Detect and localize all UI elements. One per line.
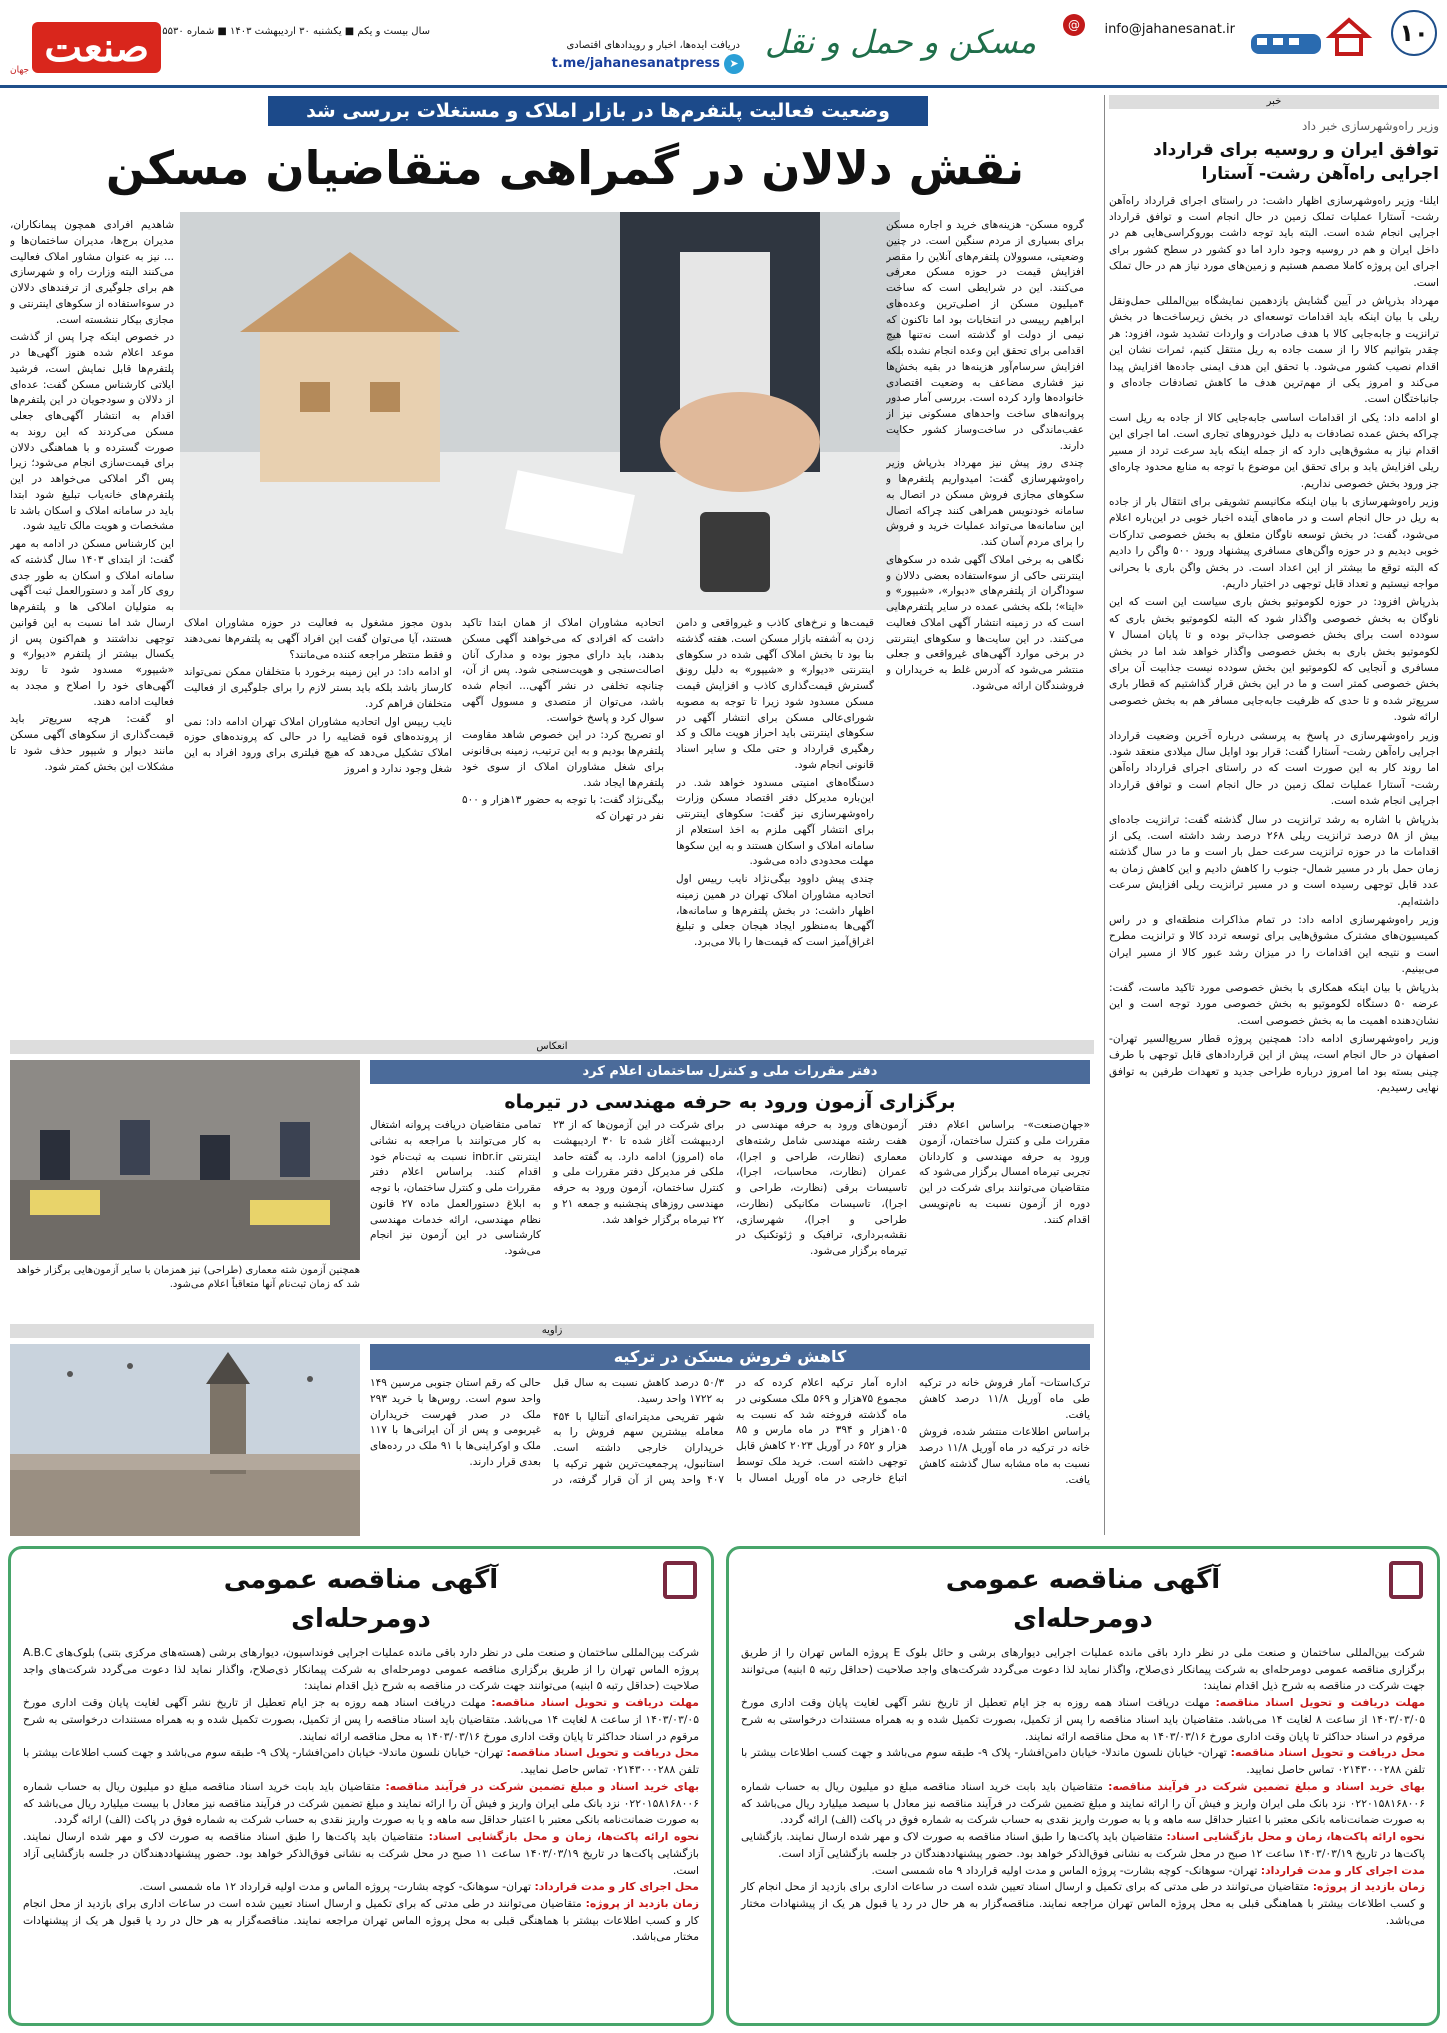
main-paragraph: دستگاه‌های امنیتی مسدود خواهد شد. در این‌باره مدیرکل دفتر اقتصاد مسکن وزارت راه‌وشهرسازی نیز گفت: سکوهای اینترنتی برای انتشار آگهی ملزم به اخذ استعلام از سامانه املاک و اسکان هستند و به این سکوها مهلت محدودی داده می‌شود. bbox=[676, 776, 874, 868]
ad-title: آگهی مناقصه عمومی دومرحله‌ای bbox=[945, 1565, 1221, 1634]
exam-paragraph: برای شرکت در این آزمون‌ها که از ۲۳ اردیبهشت آغاز شده تا ۳۰ اردیبهشت ماه (امروز) ادامه دارد. به گفته حامد ملکی فر مدیرکل دفتر مقررات ملی و کنترل ساختمان، آزمون ورود به حرفه مهندسی روزهای پنجشنبه و جمعه ۲۱ و ۲۲ تیرماه برگزار خواهد شد. bbox=[553, 1119, 725, 1226]
sidebar-news bbox=[1109, 95, 1439, 1535]
sidebar-paragraph: بذرپاش افزود: در حوزه لکوموتیو بخش باری سیاست این است که این ناوگان به بخش خصوصی واگذار شود که البته لکوموتیو بخش باری که سودده است برای بخش خصوصی جذاب‌تر بوده و تا پایان امسال ۷ لکوموتیو بخش باری به بخش خصوصی واگذار خواهد شد اما در بخش مسافری و آنجایی که لکوموتیو این بخش سودده نیست جذابیت آن برای بخش خصوصی کمتر است و ما در این بخش قرار گذاشتیم که قطار باری سریع‌تر شده و تا حدی که ظرفیت جابه‌جایی مسافر هم به بخش خصوصی ارائه شود. bbox=[1109, 596, 1439, 724]
page-number-badge bbox=[1391, 10, 1437, 56]
email-icon: @ bbox=[1063, 14, 1085, 36]
page-header bbox=[0, 0, 1447, 88]
exam-paragraph: تمامی متقاضیان دریافت پروانه اشتغال به کار می‌توانند با مراجعه به نشانی اینترنتی inbr.ir نسبت به ثبت‌نام خود اقدام کنند. براساس اعلام دفتر مقررات ملی و کنترل ساختمان، با توجه به ابلاغ دستورالعمل ماده ۲۷ قانون نظام مهندسی، ارائه خدمات مهندسی کارشناسی در این آزمون نیز انجام می‌شود. bbox=[370, 1119, 541, 1257]
main-paragraph: گروه مسکن- هزینه‌های خرید و اجاره مسکن برای بسیاری از مردم سنگین است. در چنین وضعیتی، مسوولان پلتفرم‌های آنلاین را مقصر افزایش قیمت در حوزه مسکن معرفی می‌کنند. این در شرایطی است که ساخت ۴میلیون مسکن از اصلی‌ترین وعده‌های ابراهیم رییسی در انتخابات بود اما تاکنون که نیمی از دولت او گذشته است نه‌تنها هیچ اقدامی برای تحقق این وعده انجام نشده بلکه افزایش سرسام‌آور هزینه‌ها در بقیه بخش‌ها نیز فشاری مضاعف به وضعیت اقتصادی خانواده‌ها وارد کرده است. بررسی آمار صدور پروانه‌های ساخت واحدهای مسکونی نیز از عقب‌ماندگی در ساخت‌وساز کشور حکایت دارند. bbox=[886, 219, 1084, 452]
main-paragraph: شاهدیم افرادی همچون پیمانکاران، مدیران برج‌ها، مدیران ساختمان‌ها و ... نیز به عنوان مشاور املاک فعالیت می‌کنند البته وزارت راه و شهرسازی هم برای جلوگیری از ترفندهای دلالان در سوءاستفاده از سکوهای اینترنتی و مجازی بیکار ننشسته است. bbox=[10, 219, 174, 326]
email[interactable]: info@jahanesanat.ir bbox=[1104, 22, 1235, 37]
main-paragraph: بیگی‌نژاد گفت: با توجه به حضور ۱۳هزار و ۵۰۰ نفر در تهران که bbox=[462, 794, 664, 822]
sidebar-paragraph: او ادامه داد: یکی از اقدامات اساسی جابه‌جایی کالا از جاده به ریل است چراکه بخش عمده تصادفات به دلیل خودروهای تجاری است. اما اجرای این اقدام نیاز به مشوق‌هایی دارد که از جمله اینکه باید سرعت تردد از مسیر ریلی افزایش یابد و برای تحقق این موضوع با توجه به منابع محدود چاره‌ای جز ورود بخش خصوصی نداریم. bbox=[1109, 411, 1439, 490]
ad-label: زمان بازدید از پروژه: bbox=[585, 1897, 699, 1911]
sidebar-kicker: وزیر راه‌وشهرسازی خبر داد bbox=[1302, 119, 1439, 133]
telegram-link[interactable]: t.me/jahanesanatpress bbox=[551, 56, 720, 71]
company-logo-icon bbox=[663, 1561, 697, 1599]
turkey-tag: زاویه bbox=[10, 1324, 1094, 1338]
logo-text: صنعت bbox=[32, 22, 161, 73]
turkey-photo bbox=[10, 1344, 360, 1536]
turkey-paragraph: براساس اطلاعات منتشر شده، فروش خانه در ترکیه در ماه آوریل ۱۱/۸ درصد نسبت به ماه مشابه سال گذشته کاهش یافت. bbox=[919, 1426, 1090, 1486]
sidebar-body bbox=[1109, 193, 1439, 1097]
main-paragraph: اتحادیه مشاوران املاک از همان ابتدا تاکید داشت که افرادی که می‌خواهند آگهی مسکن بدهند، باید دارای مجوز بوده و مدارک آنان اصالت‌سنجی و هویت‌سنجی شود. پس از آن، چنانچه تخلفی در نشر آگهی... انجام شده باشد، می‌توان از متصدی و مسوول آگهی سوال کرد و پاسخ خواست. bbox=[462, 617, 664, 724]
issue-line: سال بیست و یکم ■ یکشنبه ۳۰ اردیبهشت ۱۴۰۳ ■ شماره ۵۵۳۰ bbox=[162, 26, 430, 37]
ad-label: مدت اجرای کار و مدت قرارداد: bbox=[1260, 1863, 1425, 1877]
train-house-icon bbox=[1247, 12, 1377, 62]
ad-label: محل دریافت و تحویل اسناد مناقصه: bbox=[506, 1746, 700, 1760]
company-logo-icon bbox=[1389, 1561, 1423, 1599]
exam-photo-caption: همچنین آزمون شته معماری (طراحی) نیز همزمان با سایر آزمون‌هایی برگزار خواهد شد که زمان ثبت‌نام آنها متعاقباً اعلام می‌شود. bbox=[16, 1265, 360, 1290]
turkey-paragraph: ترک‌استات- آمار فروش خانه در ترکیه طی ماه آوریل ۱۱/۸ درصد کاهش یافت. bbox=[919, 1377, 1090, 1421]
sidebar-paragraph: وزیر راه‌وشهرسازی ادامه داد: در تمام مذاکرات منطقه‌ای و در راس کمیسیون‌های مشترک مشوق‌هایی برای توسعه تردد کالا و ترانزیت مطرح است و نتیجه این اقدامات را در میزان رشد عبور کالا از مسیر ایران می‌بینیم. bbox=[1109, 914, 1439, 976]
main-paragraph: نایب رییس اول اتحادیه مشاوران املاک تهران ادامه داد: نمی از پرونده‌های قوه قضاییه را در حالی که پرونده‌های حوزه املاک تشکیل می‌دهد که هیچ فیلتری برای ورود افراد به این شغل وجود ندارد و امروز bbox=[184, 715, 452, 775]
sidebar-paragraph: وزیر راه‌وشهرسازی ادامه داد: همچنین پروژه قطار سریع‌السیر تهران- اصفهان در حال انجام است، پیش از این قراردادهای قابل توجهی با طرف چینی بسته بود اما امروز درباره طراحی جدید و تعهدات طرفین به توافق نهایی رسیدیم. bbox=[1109, 1032, 1439, 1095]
ad-label: مهلت دریافت و تحویل اسناد مناقصه: bbox=[491, 1696, 699, 1710]
ad-label: نحوه ارائه پاکت‌ها، زمان و محل بازگشایی اسناد: bbox=[1166, 1830, 1425, 1844]
ad-text: متقاضیان باید پاکت‌ها را طبق اسناد مناقصه به صورت لاک و مهر شده ارسال نمایند. بازگشایی پاکت‌ها در تاریخ ۱۴۰۳/۰۳/۱۹ ساعت ۱۱ صبح در محل شرکت به نشانی فوق‌الذکر خواهد بود. حضور پیشنهاددهندگان در جلسه بازگشایی آزاد است. bbox=[23, 1830, 700, 1877]
main-paragraph: چندی پیش داوود بیگی‌نژاد نایب رییس اول اتحادیه مشاوران املاک تهران در همین زمینه اظهار داشت: در بخش پلتفرم‌ها و سامانه‌ها، آگهی‌ها به‌منظور ایجاد هیجان جعلی و تبلیغ اغراق‌آمیز است که قیمت‌ها را بالا می‌برد. bbox=[676, 873, 874, 948]
main-column-1 bbox=[886, 218, 1084, 1030]
section-title: مسکن و حمل و نقل bbox=[765, 23, 1037, 61]
tender-ad-right bbox=[726, 1546, 1440, 2026]
main-paragraph: نگاهی به برخی املاک آگهی شده در سکوهای اینترنتی حاکی از سوءاستفاده بعضی دلالان و سوداگران از پلتفرم‌های «دیوار»، «شیپور» و «ایتا»؛ بلکه بخشی عمده در سایر پلتفرم‌هایی است که در زمینه انتشار آگهی املاک فعالیت می‌کنند. در این سایت‌ها و سکوهای اینترنتی در برخی موارد آگهی‌های غیرواقعی و جعلی منتشر می‌شود که آدرس غلط به خریداران و فروشندگان ارائه می‌شود. bbox=[886, 553, 1084, 692]
ad-label: زمان بازدید از پروژه: bbox=[1312, 1880, 1425, 1894]
exam-supertitle: دفتر مقررات ملی و کنترل ساختمان اعلام کرد bbox=[370, 1060, 1090, 1084]
telegram-caption: دریافت ایده‌ها، اخبار و رویدادهای اقتصادی bbox=[566, 40, 740, 51]
ad-label: مهلت دریافت و تحویل اسناد مناقصه: bbox=[1215, 1696, 1426, 1710]
tender-ad-left bbox=[8, 1546, 714, 2026]
ad-text: تهران- خیابان نلسون ماندلا- خیابان دامن‌افشار- پلاک ۹- طبقه سوم می‌باشد و جهت کسب اطلاعات بیشتر با تلفن ۰۲۱۴۳۰۰۰۲۸۸ تماس حاصل نمایید. bbox=[741, 1746, 1425, 1777]
main-supertitle: وضعیت فعالیت پلتفرم‌ها در بازار املاک و مستغلات بررسی شد bbox=[268, 96, 928, 126]
ad-text: متقاضیان باید بابت خرید اسناد مناقصه مبلغ دو میلیون ریال به حساب شماره ۰۲۲۰۱۵۸۱۶۸۰۰۶ نزد بانک ملی ایران واریز و فیش آن را ارائه نمایند و مبلغ تضمین شرکت در فرآیند مناقصه نیز معادل با سیصد میلیارد ریال می‌باشد که به صورت ضمانت‌نامه بانکی معتبر با اعتبار حداقل سه ماهه و یا به صورت واریز نقدی به حساب شرکت به شماره فوق در پاکت (الف) ارائه گردد. bbox=[741, 1779, 1425, 1827]
ad-label: بهای خرید اسناد و مبلغ تضمین شرکت در فرآیند مناقصه: bbox=[385, 1779, 699, 1793]
ad-text: تهران- سوهانک- کوچه بشارت- پروژه الماس و مدت اولیه قرارداد ۱۲ ماه شمسی است. bbox=[139, 1880, 532, 1894]
main-paragraph: این کارشناس مسکن در ادامه به مهر گفت: از ابتدای ۱۴۰۳ سال گذشته که سامانه املاک و اسکان به طور جدی روی کار آمد و دستورالعمل ثبت آگهی به متولیان املاکی ها و پلتفرم‌ها ارسال شد اما نسبت به این قوانین توجهی نداشتند و هم‌اکنون پس از یکسال بیشتر از پلتفرم «دیوار» و «شیپور» مسدود شود تا روند آگهی‌های خود را اصلاح و مجدد به فعالیت ادامه دهند. bbox=[10, 538, 174, 708]
main-paragraph: چندی روز پیش نیز مهرداد بذرپاش وزیر راه‌وشهرسازی گفت: امیدواریم پلتفرم‌ها و سکوهای مجازی فروش مسکن در اتصال به سامانه خودنویس همراهی کنند چراکه اتصال این سامانه‌ها می‌تواند عملیات خرید و فروش را برای مردم آسان کند. bbox=[886, 457, 1084, 548]
main-photo bbox=[180, 212, 900, 610]
sidebar-paragraph: مهرداد بذرپاش در آیین گشایش یازدهمین نمایشگاه بین‌المللی حمل‌ونقل ریلی با بیان اینکه باید اقدامات توسعه‌ای در بخش زیرساخت‌ها در بخش ترانزیت و جابه‌جایی کالا با هدف صادرات و واردات تشدید شود، افزود: هر چقدر بتوانیم کالا را از سمت جاده به ریل منتقل کنیم، ثمرات نشان این اقدام نصیب کشور می‌شود. با تحقق این هدف ایمنی جاده‌ها افزایش پیدا می‌کند و امروز یکی از مهم‌ترین هدف ما کاهش تصادفات جاده‌ای و جانباختگان است. bbox=[1109, 295, 1439, 406]
exam-body bbox=[370, 1118, 1090, 1318]
ad-text: متقاضیان باید بابت خرید اسناد مناقصه مبلغ دو میلیون ریال به حساب شماره ۰۲۲۰۱۵۸۱۶۸۰۰۶ نزد بانک ملی ایران واریز و فیش آن را ارائه نمایند و مبلغ تضمین شرکت در فرآیند مناقصه نیز معادل با بیست میلیارد ریال می‌باشد که به صورت ضمانت‌نامه بانکی معتبر با اعتبار حداقل سه ماهه و یا به صورت واریز نقدی به حساب شرکت به شماره فوق در پاکت (الف) ارائه گردد. bbox=[23, 1779, 699, 1827]
exam-paragraph: «جهان‌صنعت»- براساس اعلام دفتر مقررات ملی و کنترل ساختمان، آزمون ورود به حرفه مهندسی و کاردانان تجربی تیرماه امسال برگزار می‌شود که متقاضیان می‌توانند برای شرکت در این دوره از آزمون نسبت به نام‌نویسی اقدام کنند. bbox=[919, 1119, 1090, 1226]
ad-text: تهران- خیابان نلسون ماندلا- خیابان دامن‌افشار- پلاک ۹- طبقه سوم می‌باشد و جهت کسب اطلاعات بیشتر با تلفن ۰۲۱۴۳۰۰۰۲۸۸ تماس حاصل نمایید. bbox=[23, 1746, 699, 1777]
main-column-3 bbox=[462, 616, 664, 1030]
exam-photo bbox=[10, 1060, 360, 1260]
ad-text: متقاضیان می‌توانند در طی مدتی که برای تکمیل و ارسال اسناد تعیین شده است در ساعات اداری برای بازدید از محل انجام کار و کسب اطلاعات بیشتر با هماهنگی قبلی به محل پروژه الماس تهران مراجعه نمایند. مناقصه‌گزار به هر حال در رد یا قبول هر یک از پیشنهادات مختار می‌باشد. bbox=[23, 1897, 699, 1944]
sidebar-paragraph: بذرپاش با اشاره به رشد ترانزیت در سال گذشته گفت: ترانزیت جاده‌ای بیش از ۵۸ درصد ترانزیت ریلی ۲۶۸ درصد رشد داشته است. یکی از اقدامات ما در حوزه ترانزیت سرعت حمل بار است و ما در سال گذشته زمان حمل بار در مسیر شمال- جنوب را کاهش دادیم و این کاهش زمان به عدد قابل توجهی رسیده است و در مسیر ترانزیت ریلی افزایش سرعت داشته‌ایم. bbox=[1109, 813, 1439, 908]
ad-intro: شرکت بین‌المللی ساختمان و صنعت ملی در نظر دارد باقی مانده عملیات اجرایی دیوارهای برشی و حائل بلوک E پروژه الماس تهران را از طریق برگزاری مناقصه عمومی دومرحله‌ای به شرکت پیمانکار ذی‌صلاح، واگذار نماید لذا دعوت می‌گردد شرکت‌های واجد صلاحیت (حداقل رتبه ۵ ابنیه) می‌توانند جهت شرکت در مناقصه به شرح ذیل اقدام نمایند: bbox=[741, 1646, 1425, 1693]
sidebar-paragraph: بذرپاش با بیان اینکه همکاری با بخش خصوصی مورد تاکید ماست، گفت: عرضه ۵۰ دستگاه لکوموتیو به بخش خصوصی مورد توجه است و این نشان‌دهنده اهمیت ما به بخش خصوصی است. bbox=[1109, 981, 1439, 1027]
exam-tag: انعکاس bbox=[10, 1040, 1094, 1054]
main-column-5 bbox=[10, 218, 174, 1030]
main-paragraph: قیمت‌ها و نرخ‌های کاذب و غیرواقعی و دامن زدن به آشفته بازار مسکن است. هفته گذشته بنا بود تا بخش املاک آگهی شده در سکوهای اینترنتی «دیوار» و «شیپور» به دلیل رونق گسترش قیمت‌گذاری کاذب و افزایش قیمت مسکن مسدود شود زیرا تا توجه به مصوبه شورای‌عالی مسکن برای انتشار آگهی در سکوهای اینترنتی باید احراز هویت مالک و کد رهگیری قرارداد و حتی ملک و سایر اسناد قانونی انجام شود. bbox=[676, 617, 874, 771]
main-paragraph: در خصوص اینکه چرا پس از گذشت موعد اعلام شده هنوز آگهی‌ها در پلتفرم‌ها قابل نمایش است، فرشید ایلاتی کارشناس مسکن گفت: عده‌ای از دلالان و سودجویان در این پلتفرم‌ها اقدام به انتشار آگهی‌های جعلی مسکن می‌کردند که این روند به صورت گسترده و با هماهنگی دلالان برای قیمت‌سازی انجام می‌شود؛ زیرا پس اگر املاکی می‌خواهد در این پلتفرم‌های خانه‌یاب تبلیغ شود ابتدا باید در سامانه املاک و اسکان باشد تا مشخصات و هویت مالک تایید شود. bbox=[10, 331, 174, 533]
exam-title: برگزاری آزمون ورود به حرفه مهندسی در تیرماه bbox=[504, 1091, 956, 1113]
ad-text: متقاضیان می‌توانند در طی مدتی که برای تکمیل و ارسال اسناد تعیین شده است در ساعات اداری برای بازدید از محل انجام کار و کسب اطلاعات بیشتر با هماهنگی قبلی به محل پروژه الماس تهران مراجعه نمایند. مناقصه‌گزار به هر حال در رد یا قبول هر یک از پیشنهادات مختار می‌باشد. bbox=[741, 1880, 1425, 1927]
logo bbox=[10, 18, 161, 78]
column-divider bbox=[1104, 95, 1105, 1535]
telegram-icon: ➤ bbox=[724, 54, 744, 74]
ad-title: آگهی مناقصه عمومی دومرحله‌ای bbox=[223, 1565, 499, 1634]
page-number: ۱۰ bbox=[1399, 19, 1429, 47]
turkey-paragraph: اداره آمار ترکیه اعلام کرده که در مجموع ۷۵هزار و ۵۶۹ ملک مسکونی در ماه گذشته فروخته شد که نسبت به ۱۰۵هزار و ۳۹۴ در ماه مارس و ۸۵ هزار و ۶۵۲ در آوریل ۲۰۲۳ کاهش قابل توجهی داشته است. خرید ملک توسط اتباع خارجی در ماه آوریل امسال با ۵۰/۳ درصد کاهش نسبت به سال قبل به ۱۷۲۲ واحد رسید. bbox=[553, 1377, 907, 1484]
sidebar-tag: خبر bbox=[1109, 95, 1439, 109]
turkey-paragraph: شهر تفریحی مدیترانه‌ای آنتالیا با ۴۵۴ معامله بیشترین سهم فروش را به خریداران خارجی داشته است. استانبول، پرجمعیت‌ترین شهر ترکیه با ۴۰۷ واحد پس از آن قرار گرفته، در حالی که رقم استان جنوبی مرسین ۱۴۹ واحد سوم است. روس‌ها با خرید ۲۹۳ ملک در صدر فهرست خریداران غیربومی و پس از آن ایرانی‌ها با ۱۱۷ ملک و اوکراینی‌ها با ۹۱ ملک در رده‌های بعدی قرار دارند. bbox=[370, 1377, 724, 1486]
ad-label: محل اجرای کار و مدت قرارداد: bbox=[534, 1880, 699, 1894]
main-headline: نقش دلالان در گمراهی متقاضیان مسکن bbox=[105, 141, 1025, 195]
sidebar-title: توافق ایران و روسیه برای قرارداد اجرایی راه‌آهن رشت- آستارا bbox=[1153, 140, 1439, 184]
main-paragraph: او ادامه داد: در این زمینه برخورد با متخلفان ممکن نمی‌تواند کارساز باشد بلکه باید بستر لازم را برای جلوگیری از فعالیت متخلفان فراهم کرد. bbox=[184, 666, 452, 710]
turkey-title: کاهش فروش مسکن در ترکیه bbox=[370, 1344, 1090, 1370]
logo-subtext: جهان bbox=[10, 65, 30, 76]
turkey-body bbox=[370, 1376, 1090, 1536]
sidebar-paragraph: ایلنا- وزیر راه‌وشهرسازی اظهار داشت: در راستای اجرای قرارداد راه‌آهن رشت- آستارا عملیات تملک زمین در حال انجام است و توافق قرارداد اجرایی انجام شده است. البته باید توجه داشت بوروکراسی‌هایی هم در داخل ایران و هم در روسیه وجود دارد اما دو کشور در سطح کشور برای اجرای این پروژه کاملا مصمم هستیم و زمین‌های مورد نیاز هم در حال تملک است. bbox=[1109, 194, 1439, 289]
main-column-4 bbox=[184, 616, 452, 1030]
ad-label: محل دریافت و تحویل اسناد مناقصه: bbox=[1230, 1746, 1425, 1760]
ad-text: مهلت دریافت اسناد همه روزه به جز ایام تعطیل از تاریخ نشر آگهی لغایت پایان وقت اداری مورخ ۱۴۰۳/۰۳/۰۵ از ساعت ۸ لغایت ۱۴ می‌باشد. متقاضیان باید اسناد مناقصه را پس از تکمیل، بصورت تکمیل شده و به همراه مستندات درخواستی به شرح مرقوم در اسناد حداکثر تا پایان وقت اداری مورخ ۱۴۰۳/۰۳/۱۶ به محل مناقصه ارائه نمایند. bbox=[23, 1696, 700, 1743]
main-paragraph: او گفت: هرچه سریع‌تر باید قیمت‌گذاری از سکوهای آگهی مسکن مانند دیوار و شیپور حذف شود تا مشکلات این بخش کمتر شود. bbox=[10, 713, 174, 773]
ad-label: نحوه ارائه پاکت‌ها، زمان و محل بازگشایی اسناد: bbox=[428, 1830, 700, 1844]
exam-paragraph: آزمون‌های ورود به حرفه مهندسی در هفت رشته مهندسی شامل رشته‌های معماری (نظارت، طراحی و اجرا)، عمران (نظارت، محاسبات، اجرا)، تاسیسات برقی (نظارت، طراحی و اجرا)، تاسیسات مکانیکی (نظارت، طراحی و اجرا)، شهرسازی، نقشه‌برداری، ترافیک و ژئوتکنیک در تیرماه برگزار می‌شود. bbox=[736, 1119, 907, 1257]
ad-text: متقاضیان باید پاکت‌ها را طبق اسناد مناقصه به صورت لاک و مهر شده ارسال نمایند. بازگشایی پاکت‌ها در تاریخ ۱۴۰۳/۰۳/۱۹ ساعت ۱۲ صبح در محل شرکت به نشانی فوق‌الذکر خواهد بود. حضور پیشنهاددهندگان در جلسه بازگشایی آزاد است. bbox=[741, 1830, 1425, 1860]
ad-text: تهران- سوهانک- کوچه بشارت- پروژه الماس و مدت اولیه قرارداد ۹ ماه شمسی است. bbox=[871, 1863, 1258, 1877]
ad-text: مهلت دریافت اسناد همه روزه به جز ایام تعطیل از تاریخ نشر آگهی لغایت پایان وقت اداری مورخ ۱۴۰۳/۰۳/۰۵ از ساعت ۸ لغایت ۱۴ می‌باشد. متقاضیان باید اسناد مناقصه را پس از تکمیل، بصورت تکمیل شده و به همراه مستندات درخواستی به شرح مرقوم در اسناد حداکثر تا پایان وقت اداری مورخ ۱۴۰۳/۰۳/۱۶ به محل مناقصه ارائه نمایند. bbox=[741, 1696, 1426, 1743]
main-paragraph: بدون مجوز مشغول به فعالیت در حوزه مشاوران املاک هستند، آیا می‌توان گفت این افراد آگهی به پلتفرم‌ها نمی‌دهند و فقط منتظر مراجعه کننده می‌مانند؟ bbox=[184, 617, 452, 661]
sidebar-paragraph: وزیر راه‌وشهرسازی در پاسخ به پرسشی درباره آخرین وضعیت قرارداد اجرایی راه‌آهن رشت- آستارا گفت: قرار بود اوایل سال میلادی منعقد شود. اما روند کار به این صورت است که در راستای اجرای قرارداد راه‌آهن رشت- آستارا عملیات تملک زمین در حال انجام است و توافق قرارداد اجرایی انجام شده است. bbox=[1109, 729, 1439, 808]
main-paragraph: او تصریح کرد: در این خصوص شاهد مقاومت پلتفرم‌ها بودیم و به این ترتیب، زمینه بی‌قانونی برای شغل مشاوران املاک از سوی خود پلتفرم‌ها ایجاد شد. bbox=[462, 729, 664, 789]
sidebar-paragraph: وزیر راه‌وشهرسازی با بیان اینکه مکانیسم تشویقی برای انتقال بار از جاده به ریل در حال انجام است و در ماه‌های آینده اخبار خوبی در این‌باره اعلام می‌شود، گفت: در بخش توسعه ناوگان متعلق به بخش خصوصی تدارکات خوبی دیدیم و در حوزه واگن‌های مسافری پیشنهاد ورود ۵۰۰ واگن را دادیم که البته توقع ما بیشتر از این اعداد است. در بخش واگن باری با بحرانی مواجه نیستیم و تعداد قابل توجهی در اختیار داریم. bbox=[1109, 495, 1439, 590]
main-column-2 bbox=[676, 616, 874, 1030]
ad-label: بهای خرید اسناد و مبلغ تضمین شرکت در فرآیند مناقصه: bbox=[1108, 1779, 1425, 1793]
ad-intro: شرکت بین‌المللی ساختمان و صنعت ملی در نظر دارد باقی مانده عملیات اجرایی فونداسیون، دیوارهای برشی (هسته‌های مرکزی بتنی) بلوک‌های A.B.C پروژه الماس تهران را از طریق برگزاری مناقصه عمومی دومرحله‌ای به شرکت پیمانکار ذی‌صلاح، واگذار نماید لذا دعوت می‌گردد شرکت‌های واجد صلاحیت (حداقل رتبه ۵ ابنیه) می‌توانند جهت شرکت در مناقصه به شرح ذیل اقدام نمایند: bbox=[23, 1646, 699, 1693]
